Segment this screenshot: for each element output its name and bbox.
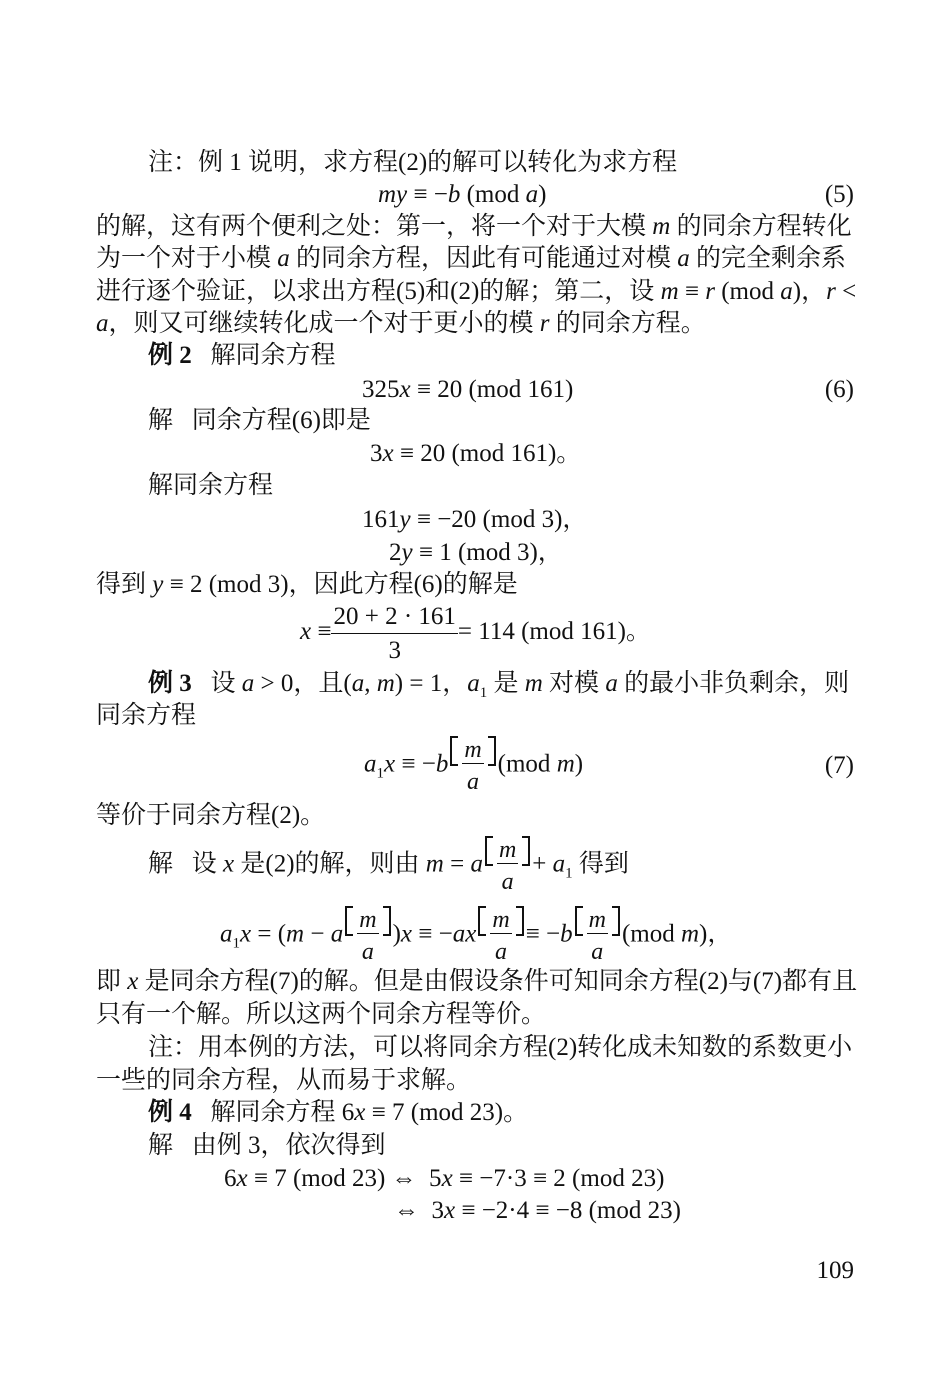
equation-number: (7) xyxy=(824,752,854,779)
paragraph-line: 只有一个解。所以这两个同余方程等价。 xyxy=(96,1001,547,1028)
paragraph-line: 的解，这有两个便利之处：第一，将一个对于大模 m 的同余方程转化 xyxy=(96,213,852,240)
solution-line: 解同余方程 xyxy=(148,472,274,499)
equation-number: (5) xyxy=(824,181,854,208)
equation: 161y ≡ −20 (mod 3)， xyxy=(362,506,588,533)
example-2-heading: 例 2 解同余方程 xyxy=(148,342,336,369)
example-4-heading: 例 4 解同余方程 6x ≡ 7 (mod 23)。 xyxy=(148,1099,529,1126)
note-line: 注：用本例的方法，可以将同余方程(2)转化成未知数的系数更小 xyxy=(148,1034,853,1061)
equation-7: $a_1x \equiv -b$ m a (mod m) xyxy=(364,737,584,795)
derivation-equation: $a_1x = (m - a$ m a )x ≡ −ax m a ≡ −b m a (mod m)， xyxy=(220,907,733,965)
example-3-heading: 例 3 设 a > 0，且(a, m) = 1，$a_1$ 是 m 对模 a 的最小非负剩余，则 xyxy=(148,670,850,701)
note-line: 注：例 1 说明，求方程(2)的解可以转化为求方程 xyxy=(148,149,678,176)
paragraph-line: 同余方程 xyxy=(96,702,197,729)
paragraph-line: a，则又可继续转化成一个对于更小的模 r 的同余方程。 xyxy=(96,310,706,337)
paragraph-line: 进行逐个验证，以求出方程(5)和(2)的解；第二，设 m ≡ r (mod a)，r < xyxy=(96,278,857,305)
note-line: 一些的同余方程，从而易于求解。 xyxy=(96,1067,472,1094)
equation-chain: ⇔ 3x ≡ −2·4 ≡ −8 (mod 23) xyxy=(394,1197,681,1224)
solution-line: 解 同余方程(6)即是 xyxy=(148,407,371,434)
equation-6: 325x ≡ 20 (mod 161) xyxy=(362,376,574,403)
equation: 3x ≡ 20 (mod 161)。 xyxy=(370,440,582,467)
solution-line: 解 由例 3，依次得到 xyxy=(148,1132,386,1159)
paragraph-line: 等价于同余方程(2)。 xyxy=(96,802,326,829)
page-number: 109 xyxy=(816,1257,854,1284)
paragraph-line: 为一个对于小模 a 的同余方程，因此有可能通过对模 a 的完全剩余系 xyxy=(96,245,847,272)
paragraph-line: 即 x 是同余方程(7)的解。但是由假设条件可知同余方程(2)与(7)都有且 xyxy=(96,968,858,995)
paragraph-line: 得到 y ≡ 2 (mod 3)，因此方程(6)的解是 xyxy=(96,571,518,598)
equation: 2y ≡ 1 (mod 3)， xyxy=(389,539,563,566)
equation-chain: 6x ≡ 7 (mod 23) ⇔ 5x ≡ −7·3 ≡ 2 (mod 23) xyxy=(224,1165,665,1192)
equation-5: my ≡ −b (mod a) xyxy=(378,181,547,208)
fraction-equation: x ≡ $\frac{20 + 2 \cdot 161}{3}$ = 114 (mod 161)。 xyxy=(300,603,651,664)
equation-number: (6) xyxy=(824,376,854,403)
solution-line: 解 设 x 是(2)的解，则由 m = a m a + $a_1$ 得到 xyxy=(148,837,629,895)
fraction: $\frac{20 + 2 \cdot 161}{3}$ xyxy=(333,603,456,664)
